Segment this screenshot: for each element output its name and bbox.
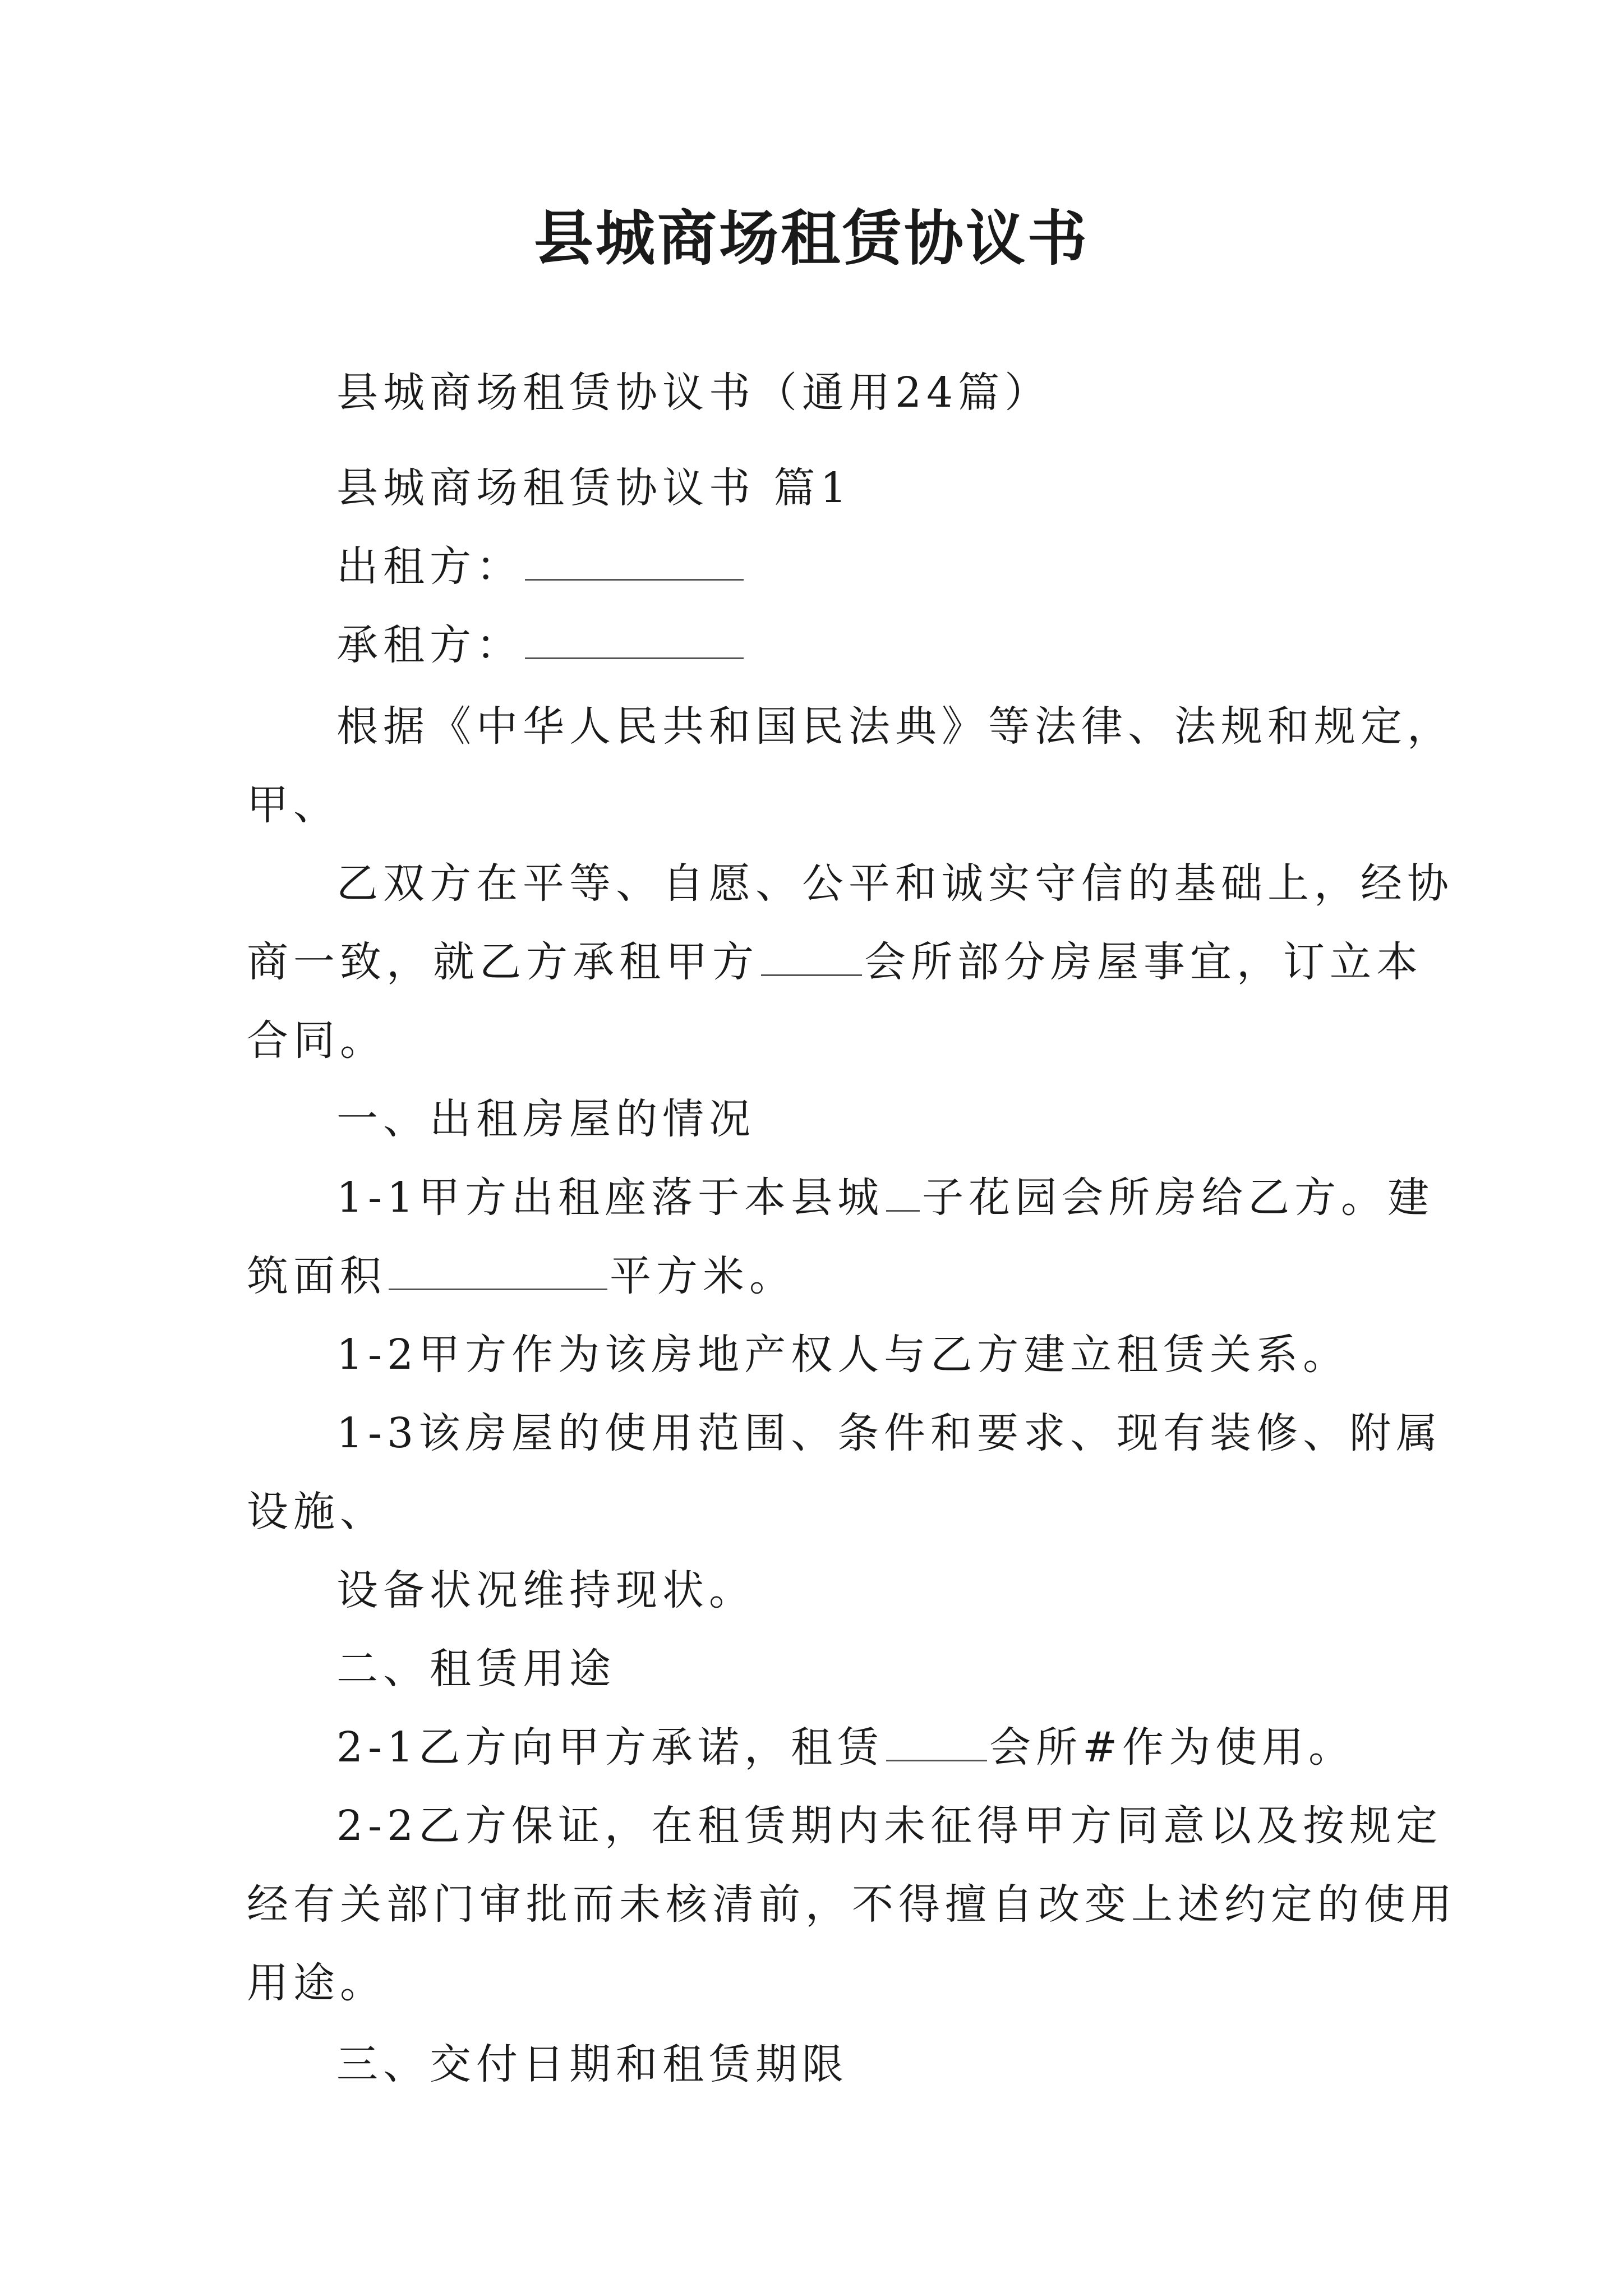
lessor-blank [525,540,744,581]
paragraph-line: 设备状况维持现状。 [336,1566,755,1614]
paragraph-line: 甲、 [247,781,340,829]
paragraph-line: 1-1甲方出租座落于本县城 子花园会所房给乙方。建 [336,1170,1434,1226]
paragraph-line: 用途。 [247,1959,386,2007]
use-blank [886,1720,987,1761]
paragraph-line: 根据《中华人民共和国民法典》等法律、法规和规定， [336,702,1454,751]
paragraph-line: 2-1乙方向甲方承诺，租赁 会所#作为使用。 [336,1719,1355,1775]
paragraph-line: 1-3该房屋的使用范围、条件和要求、现有装修、附属 [336,1409,1443,1457]
location-blank [886,1171,920,1212]
paragraph-line: 商一致，就乙方承租甲方 会所部分房屋事宜，订立本 [247,934,1423,990]
clause-heading: 一、出租房屋的情况 [336,1095,755,1143]
clause-heading: 三、交付日期和租赁期限 [336,2040,849,2088]
clause-heading: 二、租赁用途 [336,1645,616,1693]
lessor-line: 出租方： [336,539,746,595]
subtitle-line: 县城商场租赁协议书（通用24篇） [336,369,1052,417]
document-title: 县城商场租赁协议书 [534,203,1089,273]
lessee-line: 承租方： [336,617,746,673]
paragraph-line: 合同。 [247,1016,386,1065]
paragraph-line: 经有关部门审批而未核清前，不得擅自改变上述约定的使用 [247,1880,1457,1929]
paragraph-line: 乙双方在平等、自愿、公平和诚实守信的基础上，经协 [336,859,1454,908]
venue-blank [761,935,862,976]
paragraph-line: 2-2乙方保证，在租赁期内未征得甲方同意以及按规定 [336,1802,1443,1850]
area-blank [389,1249,607,1290]
lessee-blank [525,618,744,659]
paragraph-line: 设施、 [247,1488,386,1536]
paragraph-line: 1-2甲方作为该房地产权人与乙方建立租赁关系。 [336,1331,1350,1379]
paragraph-line: 筑面积 平方米。 [247,1248,796,1304]
section-heading-line: 县城商场租赁协议书 篇1 [336,464,852,512]
